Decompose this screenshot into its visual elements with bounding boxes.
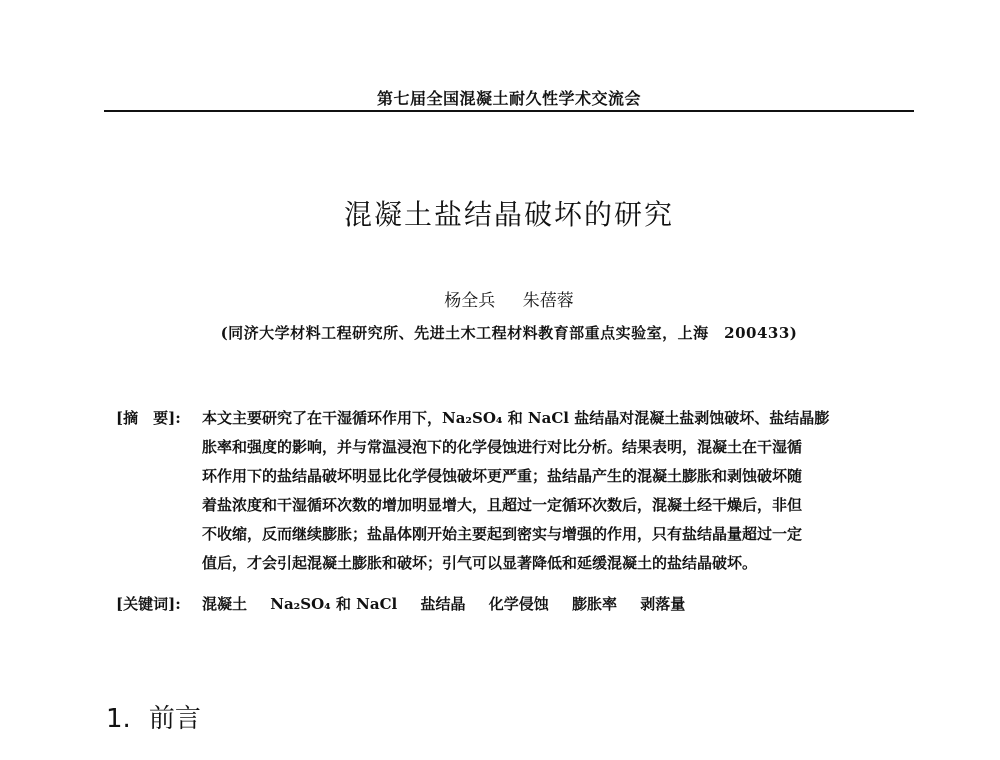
affiliation: (同济大学材料工程研究所、先进土木工程材料教育部重点实验室，上海 200433) (220, 324, 798, 342)
abstract-text: 胀率和强度的影响，并与常温浸泡下的化学侵蚀进行对比分析。结果表明，混凝土在干湿循 (202, 438, 803, 456)
abstract-text: 着盐浓度和干湿循环次数的增加明显增大，且超过一定循环次数后，混凝土经干燥后，非但 (202, 496, 803, 514)
author-list (104, 286, 914, 311)
section-title: 前言 (148, 704, 201, 734)
abstract-line (116, 404, 916, 433)
keyword: 盐结晶 (420, 595, 466, 613)
running-header: 第七届全国混凝土耐久性学术交流会 (376, 89, 641, 108)
header-rule (104, 110, 914, 112)
keyword: Na₂SO₄ 和 NaCl (270, 595, 398, 613)
abstract-line (116, 433, 916, 462)
abstract-line (116, 549, 916, 578)
keyword: 化学侵蚀 (488, 595, 549, 613)
keyword-list (202, 593, 703, 614)
abstract-line (116, 491, 916, 520)
section-number: 1. (106, 704, 131, 734)
abstract-line (116, 520, 916, 549)
abstract-text: 环作用下的盐结晶破坏明显比化学侵蚀破坏更严重；盐结晶产生的混凝土膨胀和剥蚀破坏随 (202, 467, 803, 485)
abstract-text: 不收缩，反而继续膨胀；盐晶体刚开始主要起到密实与增强的作用，只有盐结晶量超过一定 (202, 525, 803, 543)
author-name: 杨全兵 (444, 291, 496, 311)
keyword: 剥落量 (640, 595, 686, 613)
keywords-label: [关键词]: (116, 595, 181, 613)
abstract-label: [摘 要]: (116, 409, 181, 427)
abstract (116, 404, 916, 578)
author-name: 朱蓓蓉 (522, 291, 574, 311)
keyword: 膨胀率 (571, 595, 617, 613)
abstract-text: 本文主要研究了在干湿循环作用下，Na₂SO₄ 和 NaCl 盐结晶对混凝土盐剥蚀破坏、盐结晶膨 (202, 409, 830, 427)
paper-title: 混凝土盐结晶破坏的研究 (343, 198, 674, 231)
abstract-text: 值后，才会引起混凝土膨胀和破坏；引气可以显著降低和延缓混凝土的盐结晶破坏。 (202, 554, 758, 572)
abstract-line (116, 462, 916, 491)
section-heading (106, 698, 201, 735)
keyword: 混凝土 (202, 595, 248, 613)
